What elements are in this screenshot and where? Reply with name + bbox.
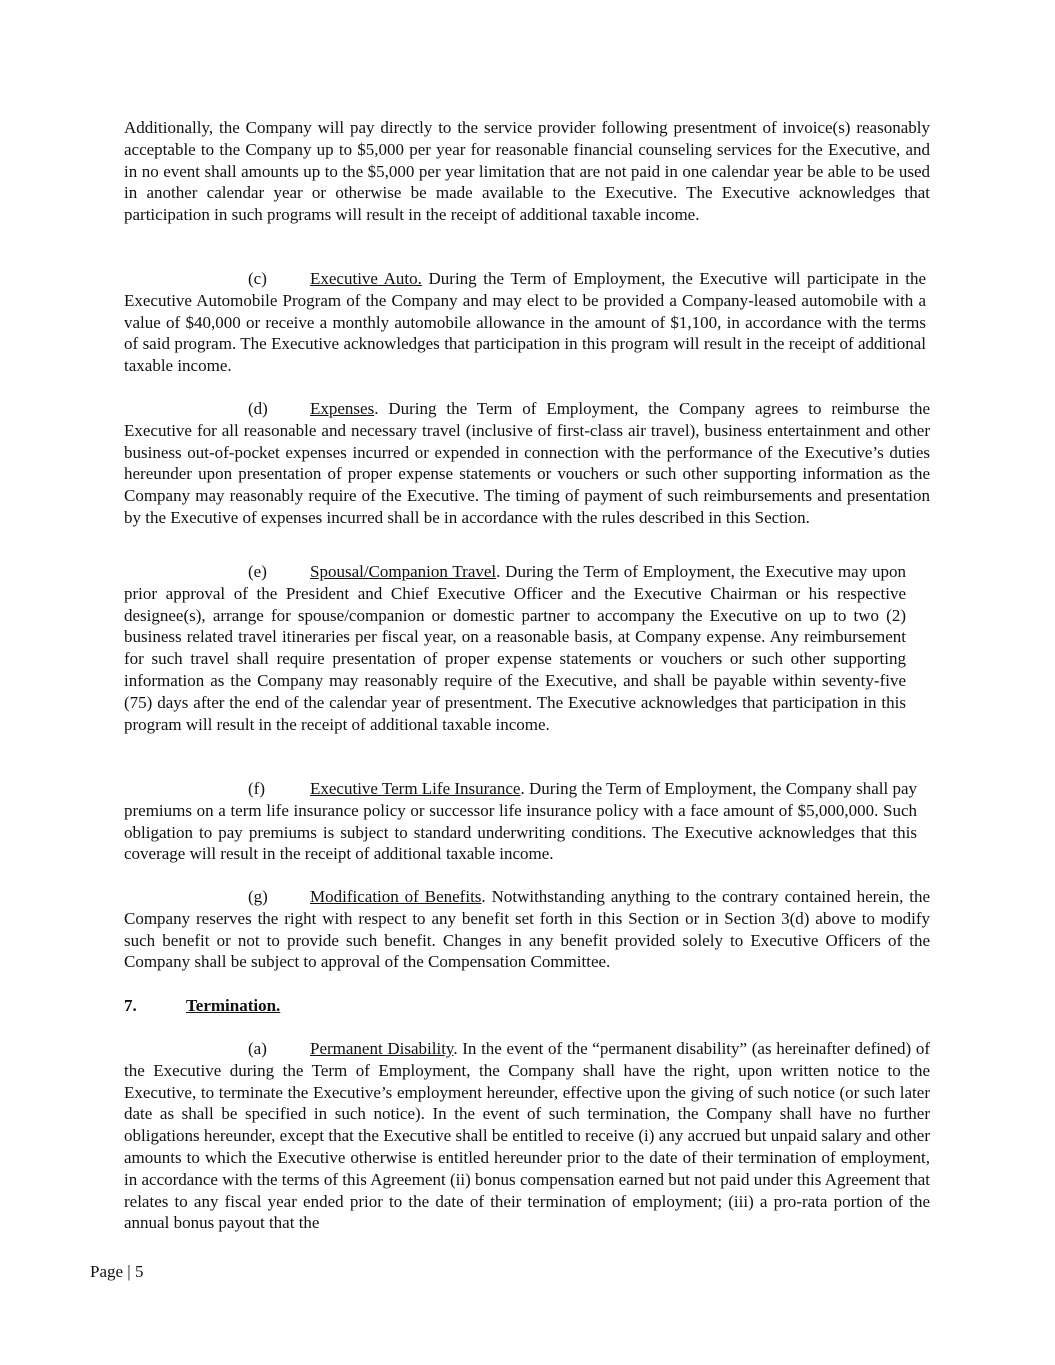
section-e-label: (e) xyxy=(248,562,267,581)
section-d-paragraph xyxy=(124,398,930,529)
section-f-body: . During the Term of Employment, the Company shall pay premiums on a term life insurance policy or successor life insurance policy with a face amount of $5,000,000. Such obligation to pay premiums is subject to standard underwriting conditions. The Executive acknowledges that this coverage will result in the receipt of additional taxable income. xyxy=(124,779,917,864)
section-7-heading xyxy=(124,995,280,1017)
intro-paragraph: Additionally, the Company will pay directly to the service provider following presentment of invoice(s) reasonably acceptable to the Company up to $5,000 per year for reasonable financial counseling services for the Executive, and in no event shall amounts up to the $5,000 per year limitation that are not paid in one calendar year be able to be used in another calendar year or otherwise be made available to the Executive. The Executive acknowledges that participation in such programs will result in the receipt of additional taxable income. xyxy=(124,118,930,225)
section-g-title: Modification of Benefits xyxy=(310,887,482,906)
section-c-paragraph xyxy=(124,268,926,377)
section-f-label: (f) xyxy=(248,779,265,798)
section-c-label: (c) xyxy=(248,269,267,288)
page-number-footer: Page | 5 xyxy=(90,1262,144,1281)
section-d-body: . During the Term of Employment, the Company agrees to reimburse the Executive for all reasonable and necessary travel (inclusive of first-class air travel), business entertainment and other business out-of-pocket expenses incurred or expended in connection with the performance of the Executive’s duties hereunder upon presentation of proper expense statements or vouchers or such other supporting information as the Company may reasonably require of the Executive. The timing of payment of such reimbursements and presentation by the Executive of expenses incurred shall be in accordance with the rules described in this Section. xyxy=(124,399,930,527)
section-c-title: Executive Auto. xyxy=(310,269,422,288)
section-d-label: (d) xyxy=(248,399,268,418)
section-f-title: Executive Term Life Insurance xyxy=(310,779,521,798)
section-g-body: . Notwithstanding anything to the contrary contained herein, the Company reserves the right with respect to any benefit set forth in this Section or in Section 3(d) above to modify such benefit or not to provide such benefit. Changes in any benefit provided solely to Executive Officers of the Company shall be subject to approval of the Compensation Committee. xyxy=(124,887,930,972)
section-g-label: (g) xyxy=(248,887,268,906)
section-c-body: During the Term of Employment, the Executive will participate in the Executive Automobile Program of the Company and may elect to be provided a Company-leased automobile with a value of $40,000 or receive a monthly automobile allowance in the amount of $1,100, in accordance with the terms of said program. The Executive acknowledges that participation in this program will result in the receipt of additional taxable income. xyxy=(124,269,926,376)
section-a-paragraph xyxy=(124,1038,930,1234)
section-a-title: Permanent Disability xyxy=(310,1039,454,1058)
section-7-title: Termination. xyxy=(186,996,281,1015)
section-f-paragraph xyxy=(124,778,917,865)
section-e-paragraph xyxy=(124,561,906,735)
section-7-number: 7. xyxy=(124,996,137,1015)
section-d-title: Expenses xyxy=(310,399,375,418)
section-e-title: Spousal/Companion Travel xyxy=(310,562,497,581)
section-g-paragraph xyxy=(124,886,930,973)
section-e-body: . During the Term of Employment, the Executive may upon prior approval of the President and Chief Executive Officer and the Executive Chairman or his respective designee(s), arrange for spouse/companion or domestic partner to accompany the Executive on up to two (2) business related travel itineraries per fiscal year, on a reasonable basis, at Company expense. Any reimbursement for such travel shall require presentation of proper expense statements or vouchers or such other supporting information as the Company may reasonably require of the Executive, and shall be payable within seventy-five (75) days after the end of the calendar year of presentment. The Executive acknowledges that participation in this program will result in the receipt of additional taxable income. xyxy=(124,562,906,734)
section-a-body: . In the event of the “permanent disability” (as hereinafter defined) of the Executive during the Term of Employment, the Company shall have the right, upon written notice to the Executive, to terminate the Executive’s employment hereunder, effective upon the giving of such notice (or such later date as shall be specified in such notice). In the event of such termination, the Company shall have no further obligations hereunder, except that the Executive shall be entitled to receive (i) any accrued but unpaid salary and other amounts to which the Executive otherwise is entitled hereunder prior to the date of their termination of employment, in accordance with the terms of this Agreement (ii) bonus compensation earned but not paid under this Agreement that relates to any fiscal year ended prior to the date of their termination of employment; (iii) a pro-rata portion of the annual bonus payout that the xyxy=(124,1039,930,1233)
section-a-label: (a) xyxy=(248,1039,267,1058)
